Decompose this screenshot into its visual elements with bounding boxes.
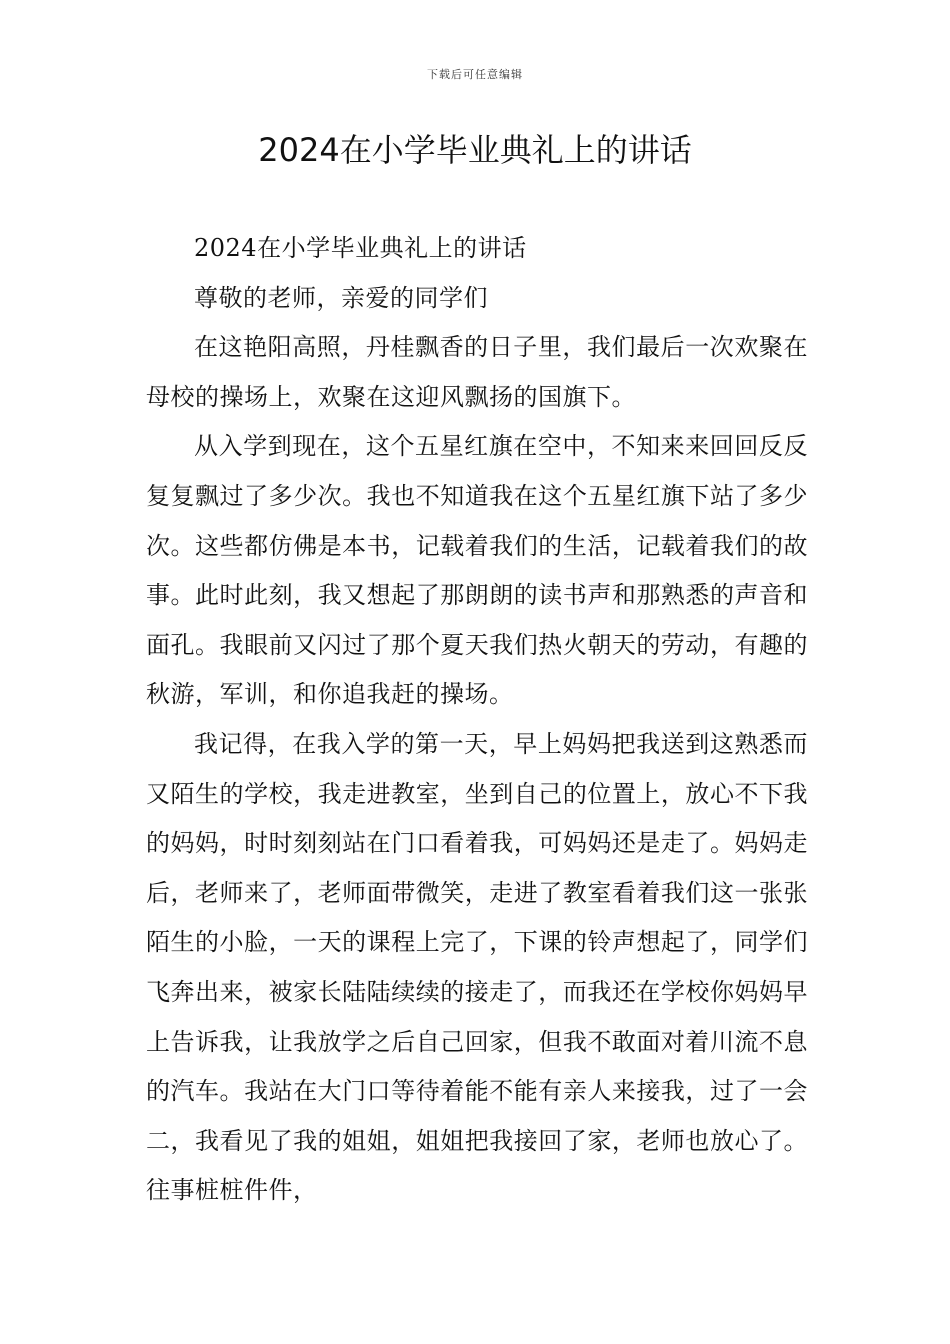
- paragraph: 从入学到现在，这个五星红旗在空中，不知来来回回反反复复飘过了多少次。我也不知道我在这个五星红旗下站了多少次。这些都仿佛是本书，记载着我们的生活，记载着我们的故事。此时此刻，我又想起了那朗朗的读书声和那熟悉的声音和面孔。我眼前又闪过了那个夏天我们热火朝天的劳动，有趣的秋游，军训，和你追我赶的操场。: [146, 432, 808, 709]
- paragraph-salutation: 尊敬的老师，亲爱的同学们: [194, 283, 488, 312]
- paragraph-subtitle: 2024在小学毕业典礼上的讲话: [194, 234, 527, 262]
- header-note: 下载后可任意编辑: [427, 68, 523, 81]
- paragraph: 在这艳阳高照，丹桂飘香的日子里，我们最后一次欢聚在母校的操场上，欢聚在这迎风飘扬的国旗下。: [146, 333, 808, 411]
- document-body: [146, 224, 808, 1216]
- paragraph: 我记得，在我入学的第一天，早上妈妈把我送到这熟悉而又陌生的学校，我走进教室，坐到自己的位置上，放心不下我的妈妈，时时刻刻站在门口看着我，可妈妈还是走了。妈妈走后，老师来了，老师面带微笑，走进了教室看着我们这一张张陌生的小脸，一天的课程上完了，下课的铃声想起了，同学们飞奔出来，被家长陆陆续续的接走了，而我还在学校你妈妈早上告诉我，让我放学之后自己回家，但我不敢面对着川流不息的汽车。我站在大门口等待着能不能有亲人来接我，过了一会二，我看见了我的姐姐，姐姐把我接回了家，老师也放心了。往事桩桩件件，: [146, 729, 808, 1205]
- document-title: 2024在小学毕业典礼上的讲话: [258, 131, 692, 169]
